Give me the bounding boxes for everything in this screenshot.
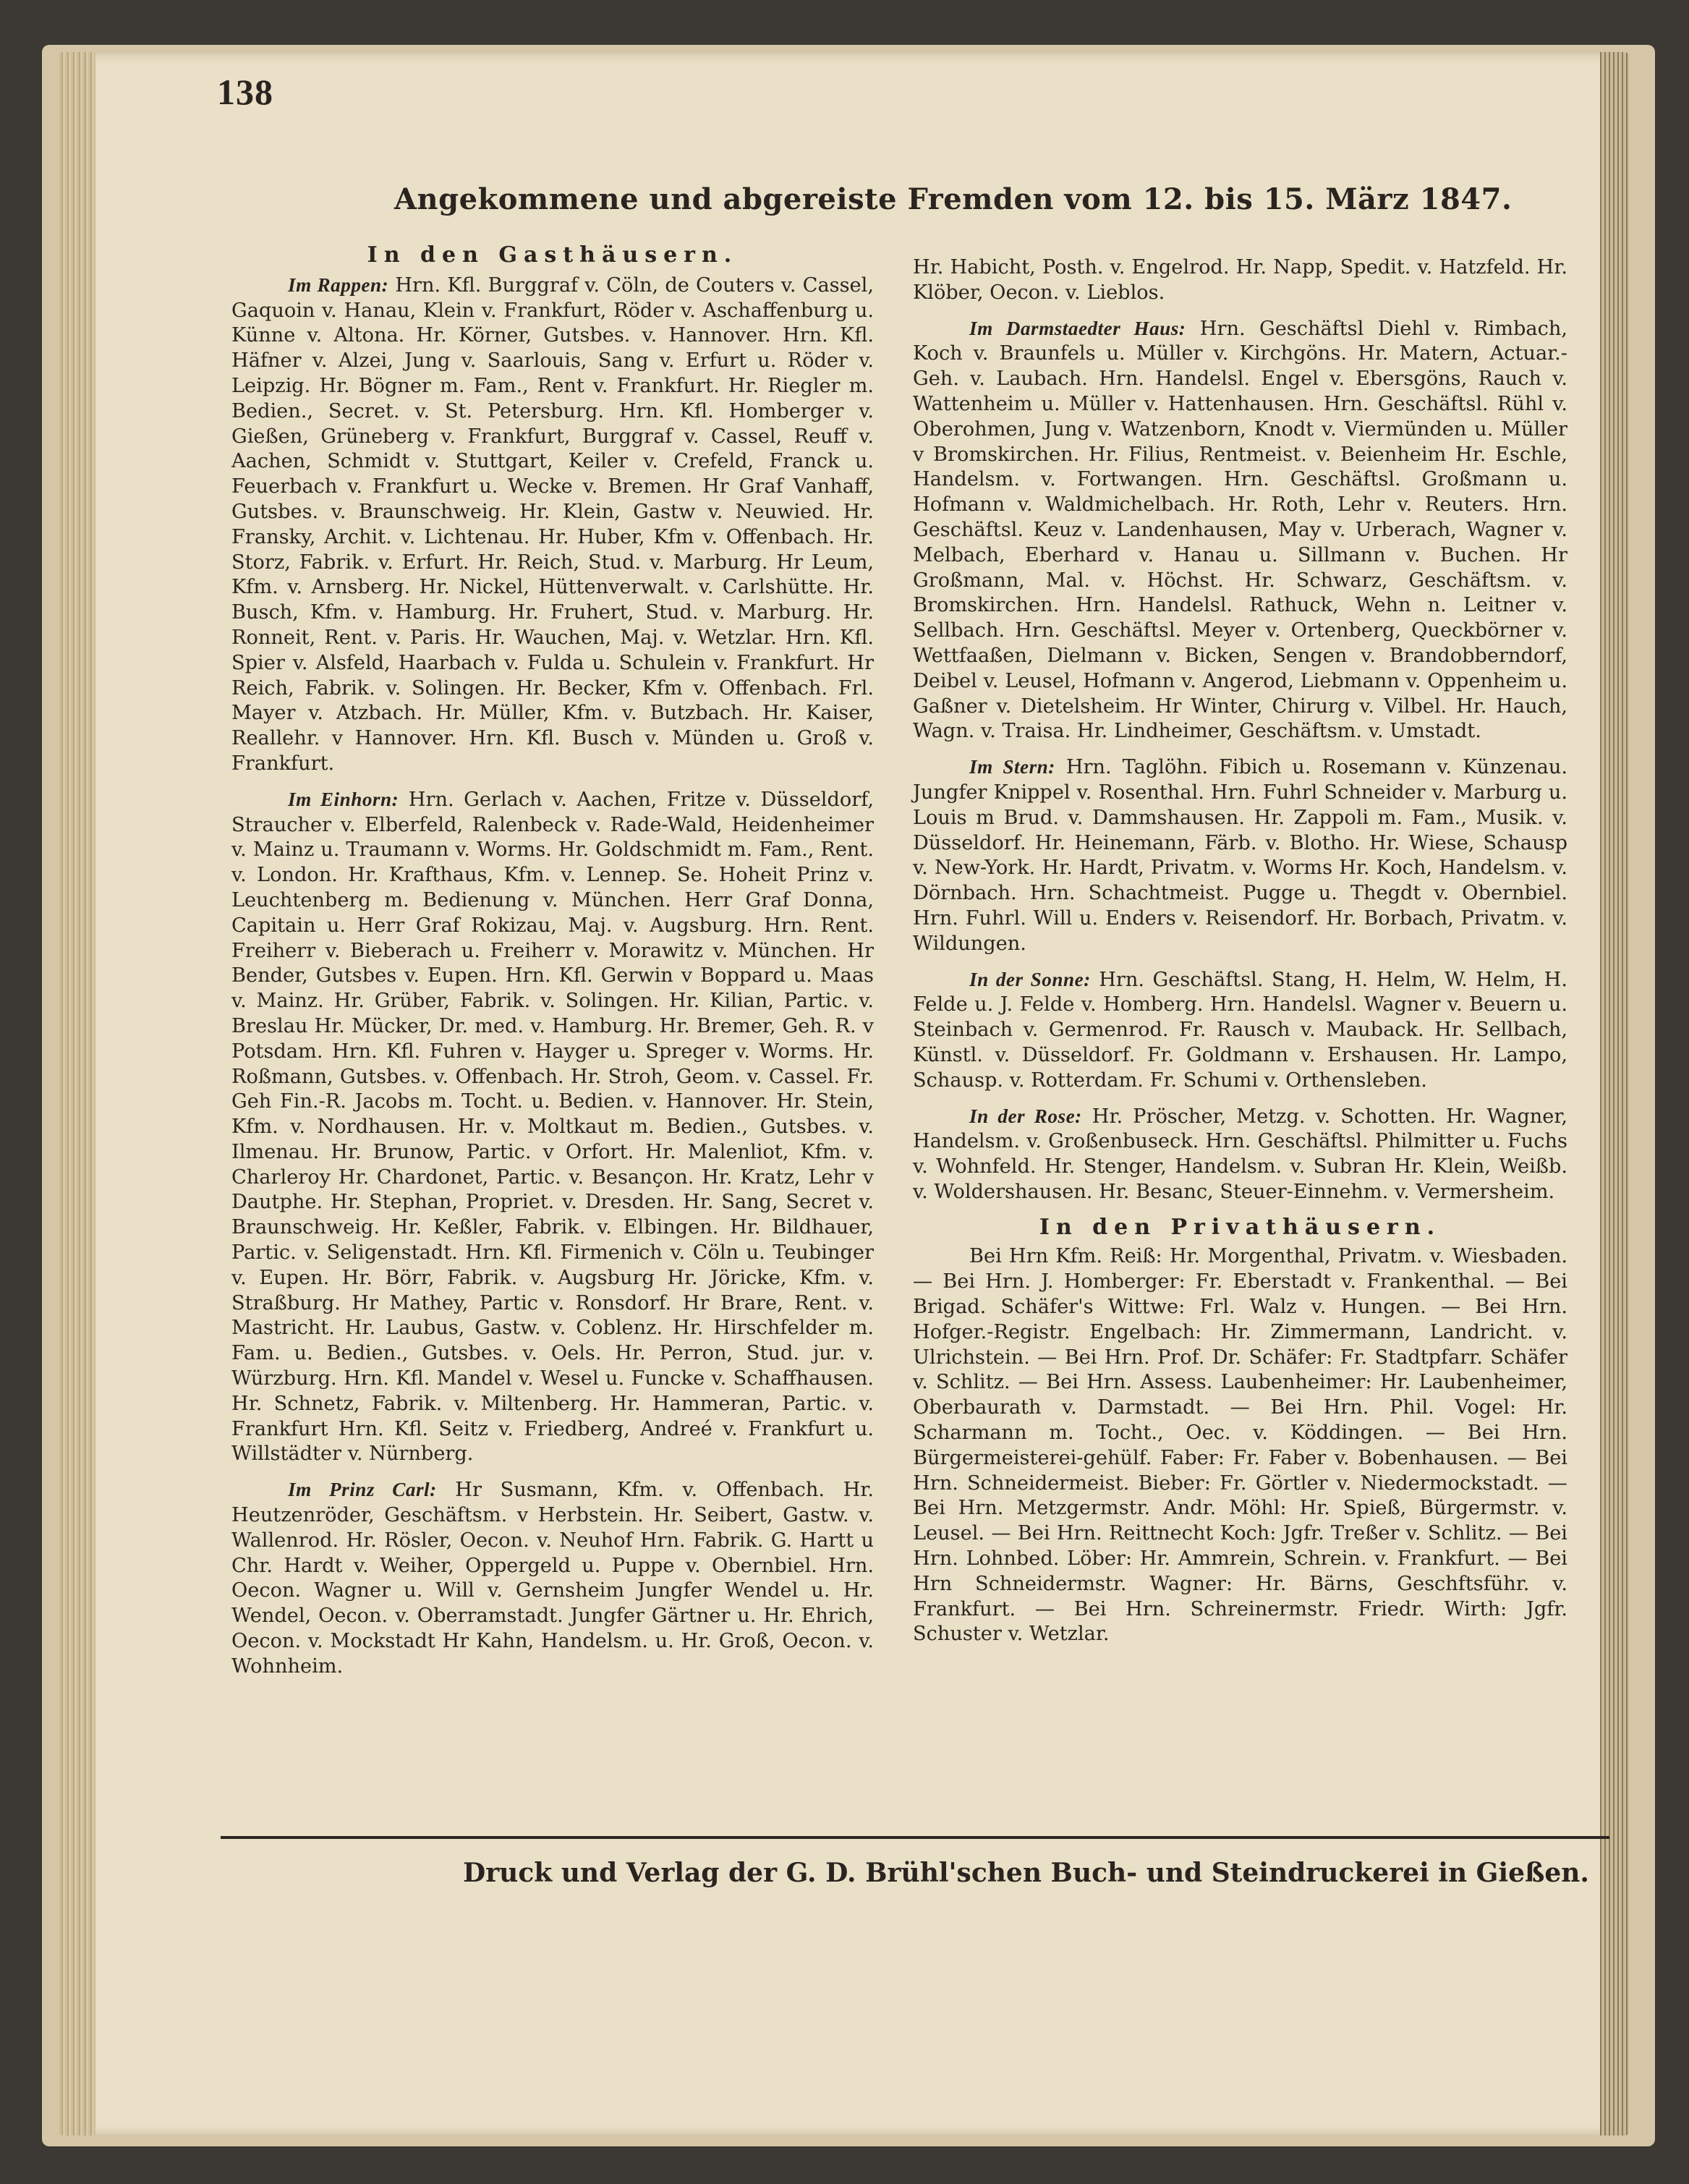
page-stack-left [59, 52, 95, 2136]
right-column [913, 255, 1567, 1647]
entry-einhorn [231, 787, 874, 1468]
entry-text: Hrn. Taglöhn. Fibich u. Rosemann v. Künzenau. Jungfer Knippel v. Rosenthal. Hrn. Fuhrl Schneider v. Marburg u. Louis m Brud. v. Dammshausen. Hr. Zappoli m. Fam., Musik. v. Düsseldorf. Hr. Heinemann, Färb. v. Blotho. Hr. Wiese, Schausp v. New-York. Hr. Hardt, Privatm. v. Worms Hr. Koch, Handelsm. v. Dörnbach. Hrn. Schachtmeist. Pugge u. Thegdt v. Obernbiel. Hrn. Fuhrl. Will u. Enders v. Reisendorf. Hr. Borbach, Privatm. v. Wildungen. [913, 756, 1567, 955]
entry-text: Hr Susmann, Kfm. v. Offenbach. Hr. Heutzenröder, Geschäftsm. v Herbstein. Hr. Seibert, Gastw. v. Wallenrod. Hr. Rösler, Oecon. v. Neuhof Hrn. Fabrik. G. Hartt u Chr. Hardt v. Weiher, Oppergeld u. Puppe v. Obernbiel. Hrn. Oecon. Wagner u. Will v. Gernsheim Jungfer Wendel u. Hr. Wendel, Oecon. v. Oberramstadt. Jungfer Gärtner u. Hr. Ehrich, Oecon. v. Mockstadt Hr Kahn, Handelsm. u. Hr. Groß, Oecon. v. Wohnheim. [231, 1479, 874, 1678]
entry-label: In der Rose: [969, 1105, 1082, 1127]
entry-text: Hrn. Kfl. Burggraf v. Cöln, de Couters v. Cassel, Gaquoin v. Hanau, Klein v. Frankfurt, Röder v. Aschaffenburg u. Künne v. Altona. Hr. Körner, Gutsbes. v. Hannover. Hrn. Kfl. Häfner v. Alzei, Jung v. Saarlouis, Sang v. Erfurt u. Röder v. Leipzig. Hr. Bögner m. Fam., Rent v. Frankfurt. Hr. Riegler m. Bedien., Secret. v. St. Petersburg. Hrn. Kfl. Homberger v. Gießen, Grüneberg v. Frankfurt, Burggraf v. Cassel, Reuff v. Aachen, Schmidt v. Stuttgart, Keiler v. Crefeld, Franck u. Feuerbach v. Frankfurt u. Wecke v. Bremen. Hr Graf Vanhaff, Gutsbes. v. Braunschweig. Hr. Klein, Gastw v. Neuwied. Hr. Fransky, Archit. v. Lichtenau. Hr. Huber, Kfm v. Offenbach. Hr. Storz, Fabrik. v. Erfurt. Hr. Reich, Stud. v. Marburg. Hr Leum, Kfm. v. Arnsberg. Hr. Nickel, Hüttenverwalt. v. Carlshütte. Hr. Busch, Kfm. v. Hamburg. Hr. Fruhert, Stud. v. Marburg. Hr. Ronneit, Rent. v. Paris. Hr. Wauchen, Maj. v. Wetzlar. Hrn. Kfl. Spier v. Alsfeld, Haarbach v. Fulda u. Schulein v. Frankfurt. Hr Reich, Fabrik. v. Solingen. Hr. Becker, Kfm v. Offenbach. Frl. Mayer v. Atzbach. Hr. Müller, Kfm. v. Butzbach. Hr. Kaiser, Reallehr. v Hannover. Hrn. Kfl. Busch v. Münden u. Groß v. Frankfurt. [231, 273, 874, 775]
entry-text: Hrn. Gerlach v. Aachen, Fritze v. Düsseldorf, Straucher v. Elberfeld, Ralenbeck v. Rade-Wald, Heidenheimer v. Mainz u. Traumann v. Worms. Hr. Goldschmidt m. Fam., Rent. v. London. Hr. Krafthaus, Kfm. v. Lennep. Se. Hoheit Prinz v. Leuchtenberg m. Bedienung v. München. Herr Graf Donna, Capitain u. Herr Graf Rokizau, Maj. v. Augsburg. Hrn. Rent. Freiherr v. Bieberach u. Freiherr v. Morawitz v. München. Hr Bender, Gutsbes v. Eupen. Hrn. Kfl. Gerwin v Boppard u. Maas v. Mainz. Hr. Grüber, Fabrik. v. Solingen. Hr. Kilian, Partic. v. Breslau Hr. Mücker, Dr. med. v. Hamburg. Hr. Bremer, Geh. R. v Potsdam. Hrn. Kfl. Fuhren v. Hayger u. Spreger v. Worms. Hr. Roßmann, Gutsbes. v. Offenbach. Hr. Stroh, Geom. v. Cassel. Fr. Geh Fin.-R. Jacobs m. Tocht. u. Bedien. v. Hannover. Hr. Stein, Kfm. v. Nordhausen. Hr. v. Moltkaut m. Bedien., Gutsbes. v. Ilmenau. Hr. Brunow, Partic. v Orfort. Hr. Malenliot, Kfm. v. Charleroy Hr. Chardonet, Partic. v. Besançon. Hr. Kratz, Lehr v Dautphe. Hr. Stephan, Propriet. v. Dresden. Hr. Sang, Secret v. Braunschweig. Hr. Keßler, Fabrik. v. Elbingen. Hr. Bildhauer, Partic. v. Seligenstadt. Hrn. Kfl. Firmenich v. Cöln u. Teubinger v. Eupen. Hr. Börr, Fabrik. v. Augsburg Hr. Jöricke, Kfm. v. Straßburg. Hr Mathey, Partic v. Ronsdorf. Hr Brare, Rent. v. Mastricht. Hr. Laubus, Gastw. v. Coblenz. Hr. Hirschfelder m. Fam. u. Bedien., Gutsbes. v. Oels. Hr. Perron, Stud. jur. v. Würzburg. Hrn. Kfl. Mandel v. Wesel u. Funcke v. Schaffhausen. Hr. Schnetz, Fabrik. v. Miltenberg. Hr. Hammeran, Partic. v. Frankfurt Hrn. Kfl. Seitz v. Friedberg, Andreé v. Frankfurt u. Willstädter v. Nürnberg. [231, 788, 874, 1466]
entry-text: Hr. Pröscher, Metzg. v. Schotten. Hr. Wagner, Handelsm. v. Großenbuseck. Hrn. Geschäftsl. Philmitter u. Fuchs v. Wohnfeld. Hr. Stenger, Handelsm. v. Subran Hr. Klein, Weißb. v. Woldershausen. Hr. Besanc, Steuer-Einnehm. v. Vermersheim. [913, 1105, 1567, 1203]
entry-darmstaedter-haus [913, 316, 1567, 745]
left-column [231, 243, 874, 1690]
section-heading-privathaeuser: In den Privathäusern. [1039, 1214, 1442, 1240]
page-title: Angekommene und abgereiste Fremden vom 12. bis 15. März 1847. [394, 182, 1513, 216]
entry-label: Im Darmstaedter Haus: [969, 317, 1186, 339]
entry-sonne [913, 967, 1567, 1094]
entry-continuation: Hr. Habicht, Posth. v. Engelrod. Hr. Napp, Spedit. v. Hatzfeld. Hr. Klöber, Oecon. v. Lieblos. [913, 256, 1567, 304]
printer-imprint: Druck und Verlag der G. D. Brühl'schen Buch- und Steindruckerei in Gießen. [463, 1858, 1589, 1888]
entry-rappen [231, 273, 874, 777]
entry-text: Hrn. Geschäftsl. Stang, H. Helm, W. Helm, H. Felde u. J. Felde v. Homberg. Hrn. Handelsl. Wagner v. Beuern u. Steinbach v. Germenrod. Fr. Rausch v. Mauback. Hr. Sellbach, Künstl. v. Düsseldorf. Fr. Goldmann v. Ershausen. Hr. Lampo, Schausp. v. Rotterdam. Fr. Schumi v. Orthensleben. [913, 968, 1567, 1092]
entry-stern [913, 755, 1567, 956]
entry-label: Im Prinz Carl: [288, 1479, 437, 1501]
section-heading-gasthaeuser: In den Gasthäusern. [367, 242, 739, 268]
entry-label: Im Einhorn: [288, 788, 399, 810]
page-gutter-right [1600, 52, 1629, 2136]
footer-rule [221, 1836, 1609, 1839]
page-number: 138 [217, 72, 273, 112]
entry-rose [913, 1104, 1567, 1205]
private-houses-text: Bei Hrn Kfm. Reiß: Hr. Morgenthal, Privatm. v. Wiesbaden. — Bei Hrn. J. Homberger: Fr. Eberstadt v. Frankenthal. — Bei Brigad. Schäfer's Wittwe: Frl. Walz v. Hungen. — Bei Hrn. Hofger.-Registr. Engelbach: Hr. Zimmermann, Landricht. v. Ulrichstein. — Bei Hrn. Prof. Dr. Schäfer: Fr. Stadtpfarr. Schäfer v. Schlitz. — Bei Hrn. Assess. Laubenheimer: Hr. Laubenheimer, Oberbaurath v. Darmstadt. — Bei Hrn. Phil. Vogel: Hr. Scharmann m. Tocht., Oec. v. Köddingen. — Bei Hrn. Bürgermeisterei-gehülf. Faber: Fr. Faber v. Bobenhausen. — Bei Hrn. Schneidermeist. Bieber: Fr. Görtler v. Niedermockstadt. — Bei Hrn. Metzgermstr. Andr. Möhl: Hr. Spieß, Bürgermstr. v. Leusel. — Bei Hrn. Reittnecht Koch: Jgfr. Treßer v. Schlitz. — Bei Hrn. Lohnbed. Löber: Hr. Ammrein, Schrein. v. Frankfurt. — Bei Hrn Schneidermstr. Wagner: Hr. Bärns, Geschftsführ. v. Frankfurt. — Bei Hrn. Schreinermstr. Friedr. Wirth: Jgfr. Schuster v. Wetzlar. [913, 1245, 1567, 1646]
entry-label: In der Sonne: [969, 968, 1091, 990]
entry-label: Im Stern: [969, 756, 1055, 778]
entry-prinz-carl [231, 1477, 874, 1679]
entry-text: Hrn. Geschäftsl Diehl v. Rimbach, Koch v. Braunfels u. Müller v. Kirchgöns. Hr. Matern, Actuar.-Geh. v. Laubach. Hrn. Handelsl. Engel v. Ebersgöns, Rauch v. Wattenheim u. Müller v. Hattenhausen. Hrn. Geschäftsl. Rühl v. Oberohmen, Jung v. Watzenborn, Knodt v. Viermünden u. Müller v Bromskirchen. Hr. Filius, Rentmeist. v. Beienheim Hr. Eschle, Handelsm. v. Fortwangen. Hrn. Geschäftsl. Großmann u. Hofmann v. Waldmichelbach. Hr. Roth, Lehr v. Reuters. Hrn. Geschäftsl. Keuz v. Landenhausen, May v. Urberach, Wagner v. Melbach, Eberhard v. Hanau u. Sillmann v. Buchen. Hr Großmann, Mal. v. Höchst. Hr. Schwarz, Geschäftsm. v. Bromskirchen. Hrn. Handelsl. Rathuck, Wehn n. Leitner v. Sellbach. Hrn. Geschäftsl. Meyer v. Ortenberg, Queckbörner v. Wettfaaßen, Dielmann v. Bicken, Sengen v. Brandobberndorf, Deibel v. Leusel, Hofmann v. Angerod, Liebmann v. Oppenheim u. Gaßner v. Dietelsheim. Hr Winter, Chirurg v. Vilbel. Hr. Hauch, Wagn. v. Traisa. Hr. Lindheimer, Geschäftsm. v. Umstadt. [913, 317, 1567, 743]
entry-label: Im Rappen: [288, 273, 389, 296]
